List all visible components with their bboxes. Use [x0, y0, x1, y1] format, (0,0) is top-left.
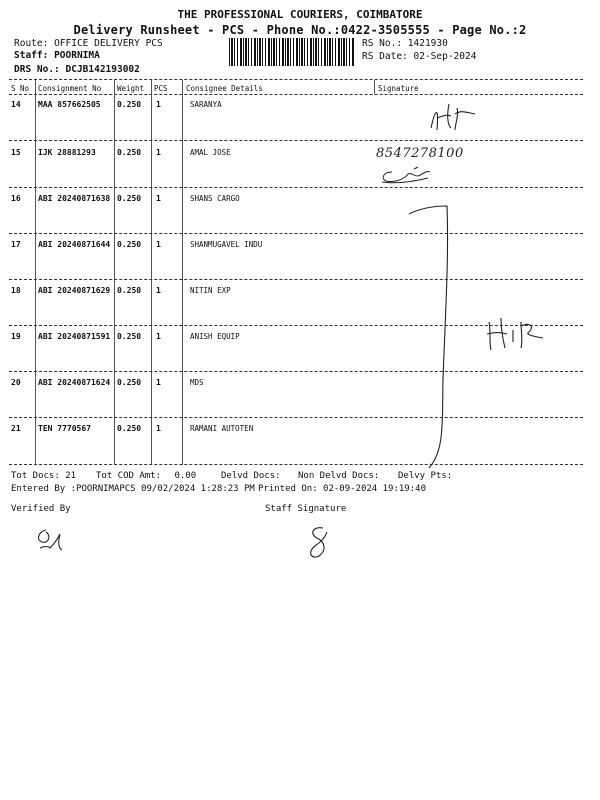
totals-line: [11, 471, 76, 481]
cell-consignee: SHANS CARGO: [190, 194, 240, 203]
cell-consignee: AMAL JOSE: [190, 148, 231, 157]
delvd-docs-label: Delvd Docs:: [221, 471, 281, 481]
row-rule: [9, 187, 583, 188]
cod-line: [96, 471, 196, 481]
printed-on-value: 02-09-2024 19:19:40: [323, 484, 426, 494]
handwritten-phone: 8547278100: [376, 146, 464, 161]
cell-consignee: SHANMUGAVEL INDU: [190, 240, 263, 249]
cell-weight: 0.250: [117, 194, 142, 203]
handwritten-initials: [378, 164, 438, 186]
cell-weight: 0.250: [117, 100, 142, 109]
barcode: [229, 38, 354, 66]
cell-consignee: RAMANI AUTOTEN: [190, 424, 254, 433]
drs-label: DRS No.:: [14, 64, 60, 75]
row-rule: [9, 371, 583, 372]
cell-consignment: ABI 20240871624: [38, 378, 111, 387]
cell-pcs: 1: [156, 240, 161, 249]
verified-by-label: Verified By: [11, 504, 71, 514]
cell-weight: 0.250: [117, 148, 142, 157]
row-rule: [9, 279, 583, 280]
column-divider: [182, 80, 183, 465]
handwritten-signature: [483, 312, 553, 352]
cell-sno: 15: [11, 148, 21, 157]
column-divider: [35, 80, 36, 465]
col-pcs: PCS: [154, 84, 168, 93]
cell-pcs: 1: [156, 148, 161, 157]
cell-consignee: NITIN EXP: [190, 286, 231, 295]
rs-no-label: RS No.:: [362, 38, 403, 49]
route-value: OFFICE DELIVERY PCS: [54, 38, 163, 49]
col-consignment: Consignment No: [38, 84, 102, 93]
cell-sno: 16: [11, 194, 21, 203]
tot-docs-value: 21: [65, 471, 77, 481]
cell-sno: 17: [11, 240, 21, 249]
handwritten-bracket: [405, 200, 465, 475]
staff-signature-label: Staff Signature: [265, 504, 347, 514]
cell-pcs: 1: [156, 424, 161, 433]
staff-signature: [305, 524, 333, 564]
route-line: [14, 38, 163, 49]
drs-value: DCJB142193002: [65, 64, 140, 75]
cell-pcs: 1: [156, 286, 161, 295]
cell-weight: 0.250: [117, 240, 142, 249]
row-rule: [9, 140, 583, 141]
printed-on-label: Printed On:: [258, 484, 318, 494]
row-rule: [9, 417, 583, 418]
cell-consignment: MAA 857662505: [38, 100, 101, 109]
staff-label: Staff:: [14, 50, 49, 61]
cell-consignment: ABI 20240871591: [38, 332, 111, 341]
column-divider: [151, 80, 152, 465]
column-divider: [374, 80, 375, 94]
rs-date-label: RS Date:: [362, 51, 408, 62]
cell-pcs: 1: [156, 378, 161, 387]
cell-weight: 0.250: [117, 424, 142, 433]
route-label: Route:: [14, 38, 49, 49]
entered-by-value: POORNIMAPCS 09/02/2024 1:28:23 PM: [76, 484, 255, 494]
company-title: THE PROFESSIONAL COURIERS, COIMBATORE: [177, 8, 423, 21]
cell-consignee: SARANYA: [190, 100, 222, 109]
entered-by-line: [11, 484, 255, 494]
row-rule: [9, 233, 583, 234]
rs-date-line: [362, 51, 476, 62]
staff-value: POORNIMA: [54, 50, 100, 61]
verifier-signature: [32, 526, 68, 554]
row-rule: [9, 464, 583, 465]
column-divider: [114, 80, 115, 465]
cell-weight: 0.250: [117, 332, 142, 341]
runsheet-subtitle: Delivery Runsheet - PCS - Phone No.:0422-3505555 - Page No.:2: [73, 23, 527, 37]
cell-sno: 19: [11, 332, 21, 341]
cell-consignee: ANISH EQUIP: [190, 332, 240, 341]
rs-no-line: [362, 38, 448, 49]
cell-consignee: MDS: [190, 378, 204, 387]
col-signature: Signature: [378, 84, 419, 93]
rs-date-value: 02-Sep-2024: [413, 51, 477, 62]
cell-consignment: ABI 20240871638: [38, 194, 111, 203]
cell-pcs: 1: [156, 100, 161, 109]
cell-sno: 20: [11, 378, 21, 387]
cell-sno: 14: [11, 100, 21, 109]
printed-on-line: [258, 484, 426, 494]
cell-consignment: IJK 28881293: [38, 148, 96, 157]
handwritten-signature: [425, 100, 485, 136]
cell-consignment: ABI 20240871644: [38, 240, 111, 249]
tot-cod-label: Tot COD Amt:: [96, 471, 162, 481]
cell-sno: 21: [11, 424, 21, 433]
table-header-rule: [9, 94, 583, 95]
staff-line: [14, 50, 100, 61]
non-delvd-docs-label: Non Delvd Docs:: [298, 471, 380, 481]
tot-docs-label: Tot Docs:: [11, 471, 60, 481]
col-sno: S No: [11, 84, 30, 93]
delvy-pts-label: Delvy Pts:: [398, 471, 453, 481]
col-consignee: Consignee Details: [186, 84, 263, 93]
cell-consignment: TEN 7770567: [38, 424, 91, 433]
rs-no-value: 1421930: [407, 38, 448, 49]
table-top-rule: [9, 79, 583, 80]
cell-pcs: 1: [156, 332, 161, 341]
cell-consignment: ABI 20240871629: [38, 286, 111, 295]
cell-pcs: 1: [156, 194, 161, 203]
cell-sno: 18: [11, 286, 21, 295]
tot-cod-value: 0.00: [174, 471, 197, 481]
drs-line: [14, 64, 140, 75]
cell-weight: 0.250: [117, 286, 142, 295]
col-weight: Weight: [117, 84, 145, 93]
cell-weight: 0.250: [117, 378, 142, 387]
entered-by-label: Entered By :: [11, 484, 77, 494]
